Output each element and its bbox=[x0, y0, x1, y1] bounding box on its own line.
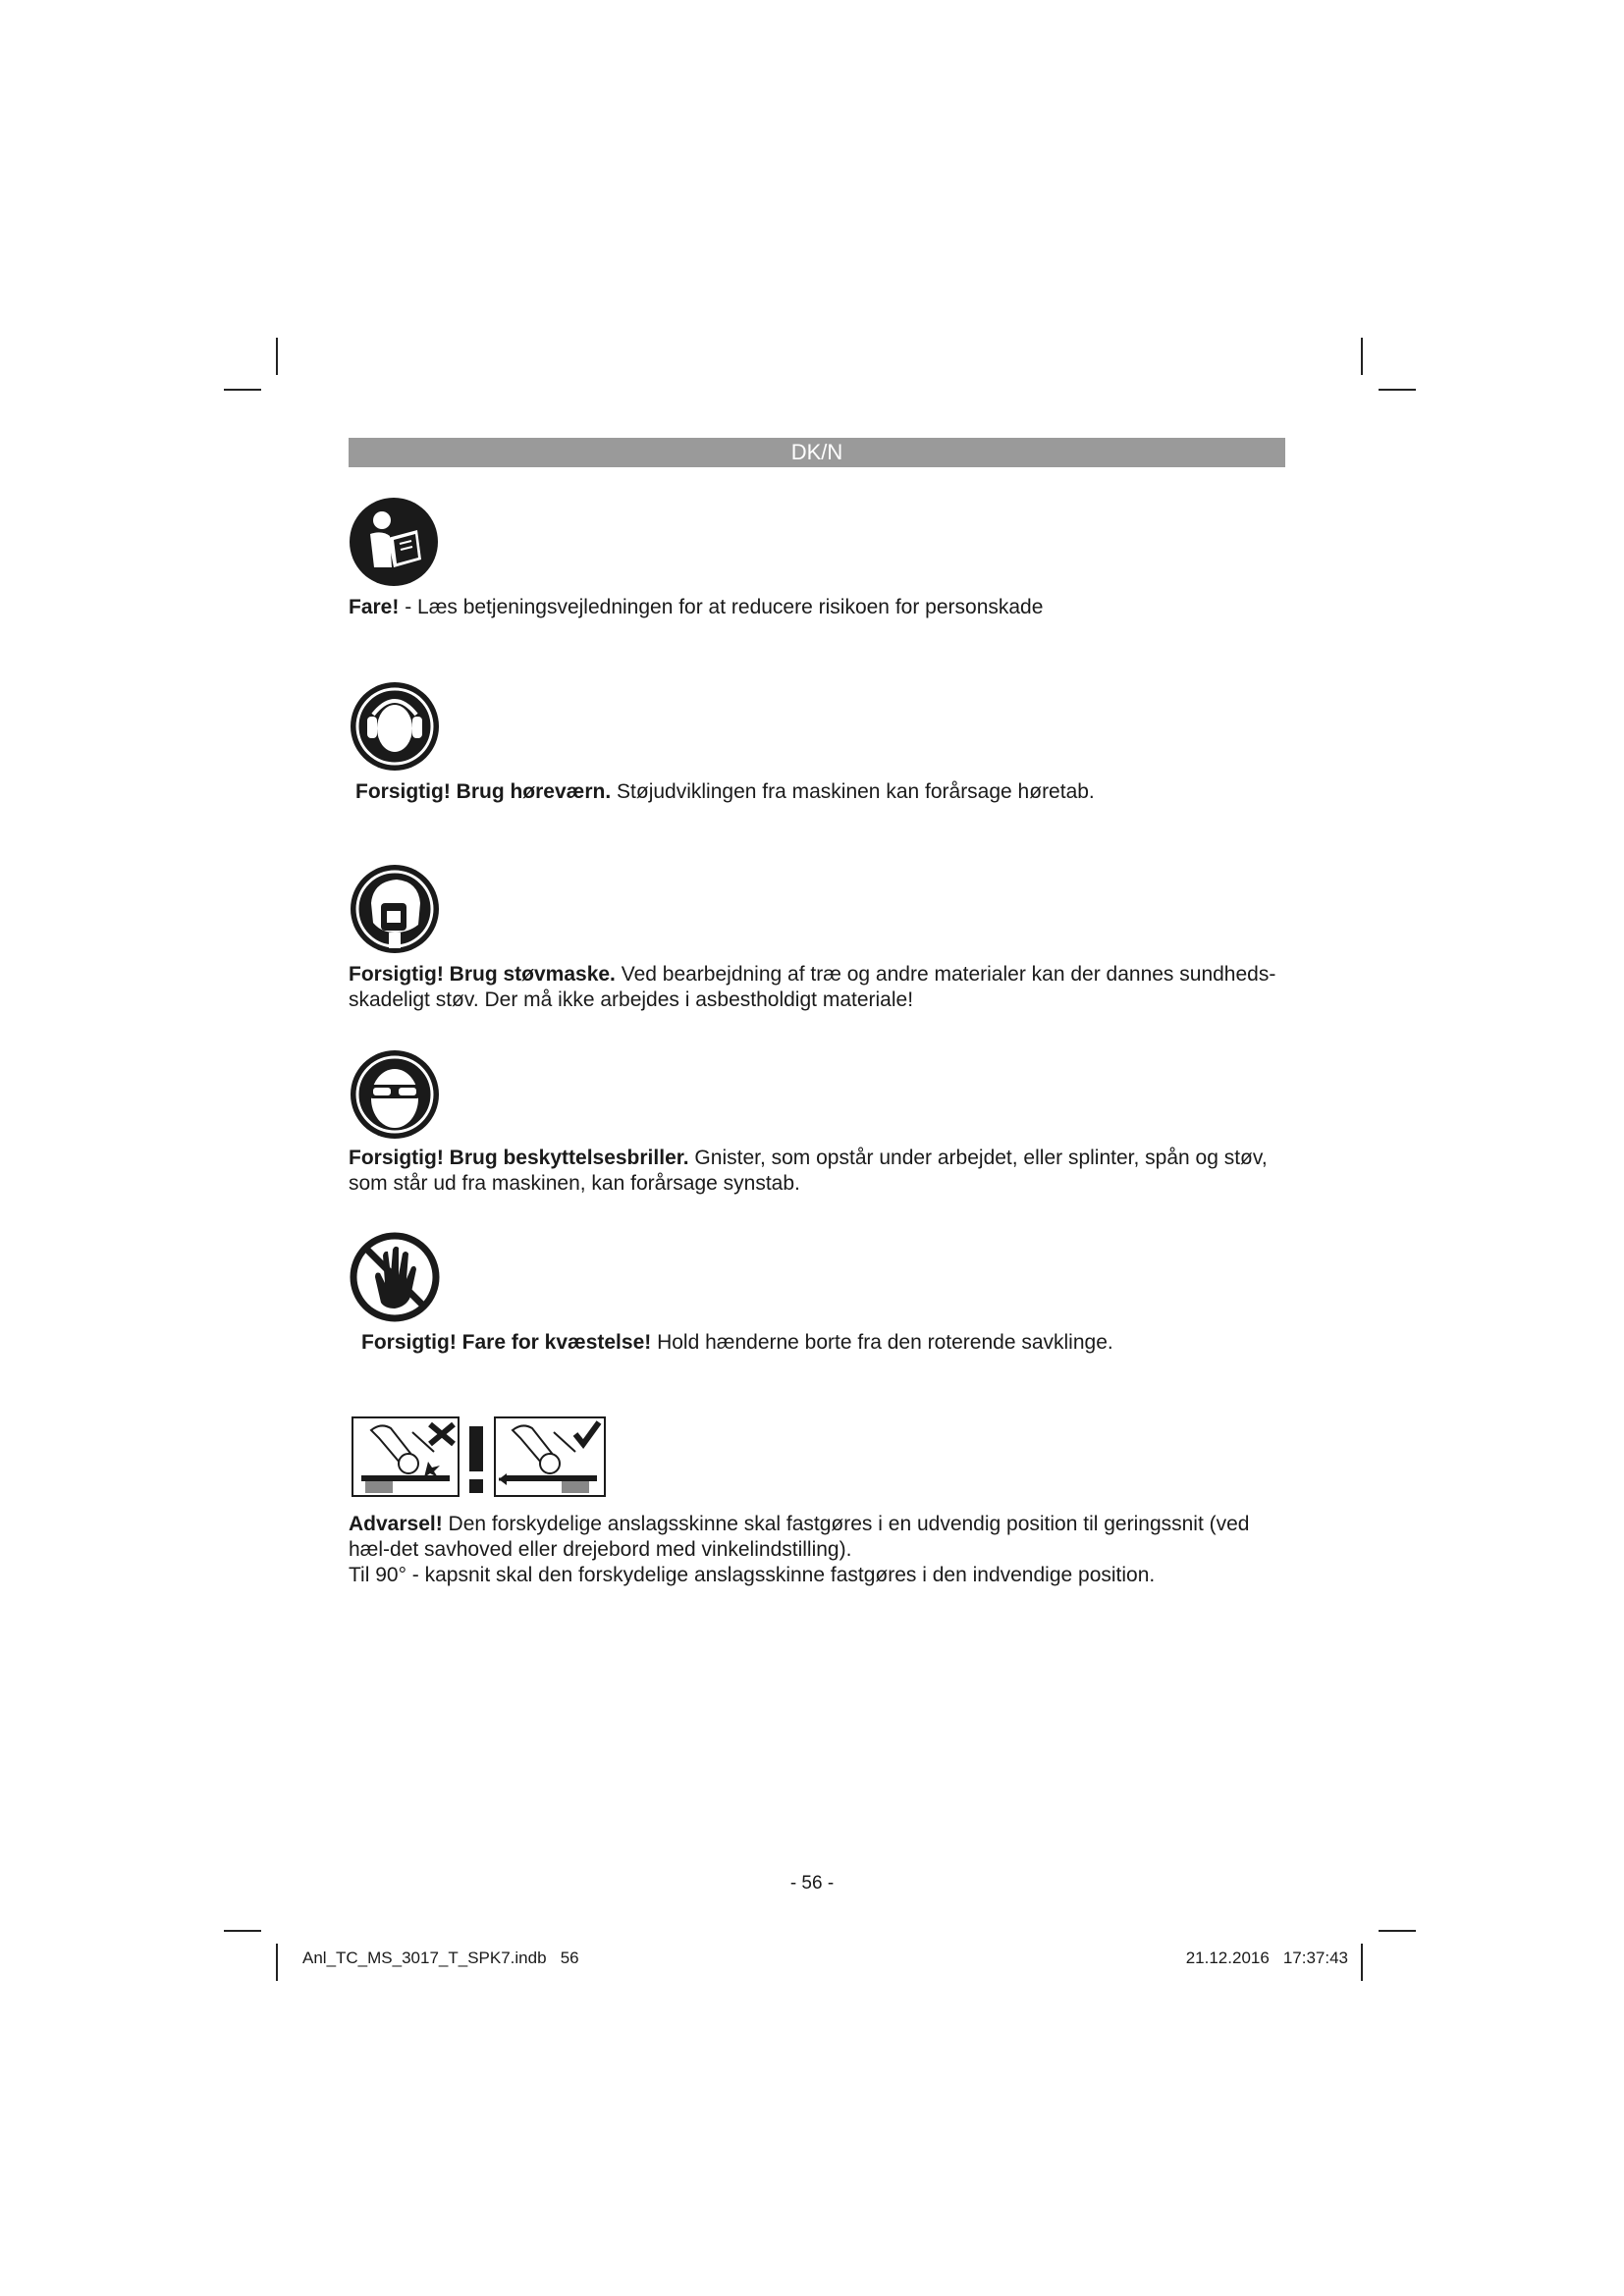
read-manual-icon bbox=[349, 497, 439, 587]
warning-lead: Forsigtig! Fare for kvæstelse! bbox=[361, 1331, 652, 1354]
page-number: - 56 - bbox=[789, 1873, 835, 1894]
warning-text bbox=[349, 595, 1291, 620]
hearing-protection-icon bbox=[350, 681, 440, 772]
warning-text bbox=[349, 962, 1291, 1013]
warning-body: Den forskydelige anslagsskinne skal fastgøres i en udvendig position til geringssnit (ved hæl-det savhoved eller drejebord med vinkelindstilling). bbox=[349, 1513, 1250, 1561]
language-header-bar: DK/N bbox=[349, 438, 1285, 467]
warning-body: Hold hænderne borte fra den roterende savklinge. bbox=[651, 1331, 1113, 1354]
warning-body: Støjudviklingen fra maskinen kan forårsage høretab. bbox=[611, 780, 1095, 803]
warning-lead: Forsigtig! Brug beskyttelsesbriller. bbox=[349, 1147, 689, 1169]
fence-position-diagram-icon bbox=[352, 1416, 607, 1497]
crop-mark bbox=[224, 389, 261, 391]
safety-goggles-icon bbox=[350, 1049, 440, 1140]
crop-mark bbox=[276, 338, 278, 375]
warning-text bbox=[361, 1330, 1304, 1356]
crop-mark bbox=[1379, 1930, 1416, 1932]
warning-text bbox=[355, 779, 1298, 805]
crop-mark bbox=[224, 1930, 261, 1932]
warning-lead: Forsigtig! Brug høreværn. bbox=[355, 780, 612, 803]
warning-body: Gnister, som opstår under arbejdet, eller splinter, spån og støv, som står ud fra maskinen, kan forårsage synstab. bbox=[349, 1147, 1268, 1195]
warning-lead: Forsigtig! Brug støvmaske. bbox=[349, 963, 616, 986]
crop-mark bbox=[1379, 389, 1416, 391]
warning-lead: Fare! bbox=[349, 596, 400, 618]
crop-mark bbox=[276, 1944, 278, 1981]
warning-lead: Advarsel! bbox=[349, 1513, 443, 1535]
footer-time: 17:37:43 bbox=[1282, 1949, 1348, 1967]
dust-mask-icon bbox=[350, 864, 440, 954]
warning-extra: Til 90° - kapsnit skal den forskydelige anslagsskinne fastgøres i den indvendige position. bbox=[349, 1564, 1156, 1586]
footer-file-name: Anl_TC_MS_3017_T_SPK7.indb 56 bbox=[302, 1949, 579, 1967]
warning-text bbox=[349, 1146, 1291, 1197]
warning-text bbox=[349, 1512, 1291, 1588]
footer-timestamp bbox=[1186, 1949, 1348, 1968]
warning-body: - Læs betjeningsvejledningen for at reducere risikoen for personskade bbox=[399, 596, 1044, 618]
footer-date: 21.12.2016 bbox=[1185, 1949, 1270, 1967]
warning-body: Ved bearbejdning af træ og andre materialer kan der dannes sundheds-skadeligt støv. Der må ikke arbejdes i asbestholdigt materiale! bbox=[349, 963, 1276, 1011]
crop-mark bbox=[1361, 338, 1363, 375]
no-hands-icon bbox=[350, 1232, 440, 1322]
crop-mark bbox=[1361, 1944, 1363, 1981]
